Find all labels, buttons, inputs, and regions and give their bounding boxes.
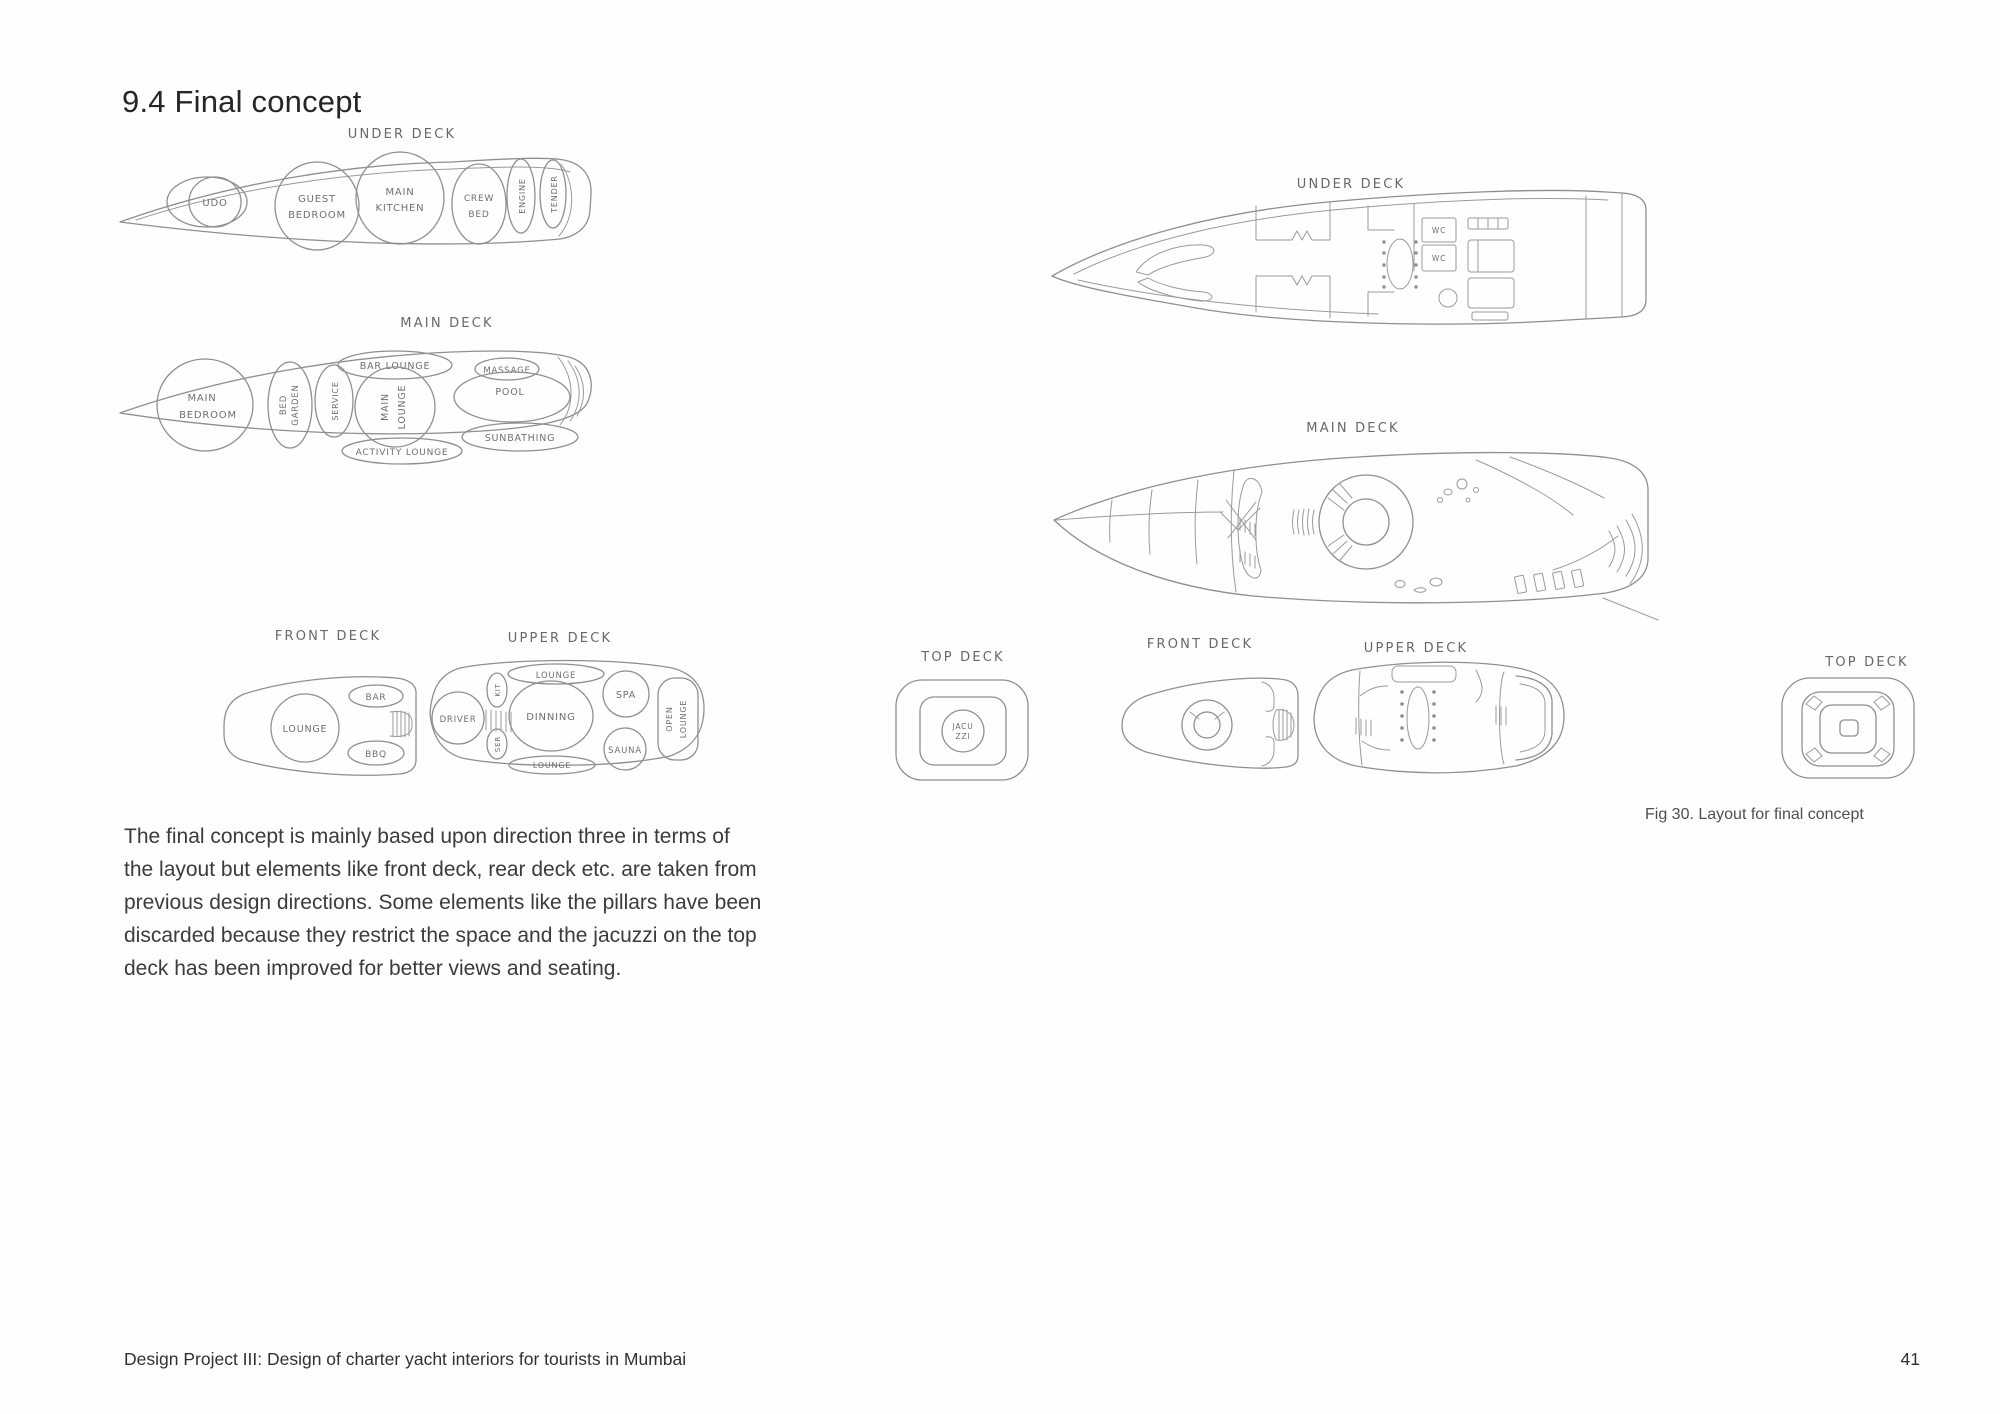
svg-text:LOUNGE: LOUNGE [532, 761, 572, 770]
svg-text:SUNBATHING: SUNBATHING [484, 433, 556, 444]
deck-title: MAIN DECK [1306, 421, 1400, 436]
svg-text:ENGINE: ENGINE [518, 178, 527, 214]
sketch-left-under-deck [112, 122, 612, 282]
svg-text:TENDER: TENDER [550, 175, 559, 213]
svg-text:BEDROOM: BEDROOM [179, 410, 237, 421]
rooms [271, 685, 404, 765]
sketch-left-front-deck [178, 622, 428, 782]
sketch-left-top-deck [888, 635, 1038, 790]
svg-text:BAR LOUNGE: BAR LOUNGE [359, 361, 431, 372]
svg-text:BBQ: BBQ [365, 750, 387, 760]
deck-title: UNDER DECK [347, 127, 457, 142]
label-wc-1: WC [1431, 226, 1447, 235]
body-line: The final concept is mainly based upon direction three in terms of [124, 825, 730, 848]
deck-title: UNDER DECK [1296, 177, 1406, 192]
svg-text:MAIN: MAIN [187, 393, 217, 404]
svg-text:BED: BED [279, 394, 289, 416]
svg-text:MAIN: MAIN [380, 393, 391, 421]
svg-text:LOUNGE: LOUNGE [679, 699, 688, 739]
sketch-right-main-deck [1048, 400, 1678, 628]
body-paragraph [124, 820, 761, 985]
svg-text:LOUNGE: LOUNGE [397, 384, 408, 430]
svg-text:GARDEN: GARDEN [291, 384, 301, 426]
vent-hatch-right [1496, 706, 1506, 725]
room-bed-garden [268, 362, 312, 448]
deck-title: UPPER DECK [1363, 641, 1469, 656]
corner-seats [1806, 696, 1890, 762]
body-line: deck has been improved for better views and seating. [124, 957, 622, 980]
svg-text:KIT: KIT [494, 683, 502, 697]
dining-table [1400, 687, 1436, 749]
svg-text:GUEST: GUEST [298, 194, 336, 205]
svg-text:DRIVER: DRIVER [439, 715, 477, 725]
svg-text:JACU: JACU [952, 722, 974, 731]
figure-caption: Fig 30. Layout for final concept [1645, 806, 1864, 823]
deck-title: UPPER DECK [507, 631, 613, 646]
svg-text:ZZI: ZZI [955, 732, 971, 741]
stairs-enclosure [1231, 470, 1314, 592]
hull-linework [1054, 453, 1658, 620]
deck-details [1395, 457, 1642, 594]
svg-text:SER: SER [494, 735, 502, 753]
svg-text:ACTIVITY LOUNGE: ACTIVITY LOUNGE [355, 448, 449, 458]
body-line: discarded because they restrict the space and the jacuzzi on the top [124, 924, 757, 947]
vent-hatch-left [1356, 718, 1371, 736]
deck-title: FRONT DECK [274, 629, 382, 644]
svg-text:SAUNA: SAUNA [608, 746, 642, 756]
svg-text:MASSAGE: MASSAGE [483, 366, 531, 376]
round-seating [1182, 700, 1232, 750]
svg-text:LOUNGE: LOUNGE [282, 724, 328, 735]
deck-title: MAIN DECK [400, 316, 494, 331]
hull-linework [1122, 678, 1298, 768]
hull-linework [1052, 190, 1646, 324]
svg-text:CREW: CREW [463, 194, 495, 204]
room-jacuzzi [942, 710, 984, 752]
sketch-right-front-deck [1112, 626, 1317, 788]
sketch-left-main-deck [112, 305, 612, 480]
sketch-left-upper-deck [420, 618, 720, 790]
deck-title: FRONT DECK [1146, 637, 1254, 652]
room-main-kitchen [356, 152, 444, 244]
svg-text:BEDROOM: BEDROOM [288, 210, 346, 221]
room-open-lounge [658, 678, 698, 760]
stairs-hatch [393, 711, 409, 737]
svg-text:MAIN: MAIN [385, 187, 415, 198]
label-wc-2: WC [1431, 254, 1447, 263]
svg-text:POOL: POOL [495, 387, 525, 398]
svg-text:OPEN: OPEN [665, 706, 674, 732]
svg-text:LOUNGE: LOUNGE [535, 671, 577, 681]
body-line: the layout but elements like front deck, rear deck etc. are taken from [124, 858, 757, 881]
room-main-bedroom [157, 359, 253, 451]
svg-text:BED: BED [468, 210, 490, 220]
svg-text:UDO: UDO [202, 198, 228, 209]
room-guest-bedroom [275, 162, 359, 250]
page-number: 41 [1900, 1349, 1920, 1369]
deck-title: TOP DECK [921, 650, 1005, 665]
sketch-right-under-deck [1048, 126, 1678, 354]
rooms [157, 351, 578, 464]
svg-text:BAR: BAR [365, 693, 387, 703]
pool-ring [1319, 475, 1413, 569]
dining-table [1382, 239, 1417, 289]
rooms [432, 664, 698, 774]
svg-text:SERVICE: SERVICE [331, 381, 340, 421]
interior-walls [1136, 202, 1514, 320]
svg-text:DINNING: DINNING [526, 712, 576, 723]
room-crew-bed [452, 164, 506, 244]
bow-rigging [1056, 480, 1260, 564]
sketch-right-upper-deck [1308, 626, 1573, 788]
body-line: previous design directions. Some elements like the pillars have been [124, 891, 762, 914]
hull-linework [1314, 662, 1564, 773]
svg-text:KITCHEN: KITCHEN [375, 203, 425, 214]
footer-text: Design Project III: Design of charter yacht interiors for tourists in Mumbai [124, 1349, 687, 1369]
deck-title: TOP DECK [1825, 655, 1909, 670]
deck-linework [1782, 678, 1914, 778]
page-title: 9.4 Final concept [122, 84, 362, 119]
sketch-right-top-deck [1772, 626, 1942, 788]
svg-text:SPA: SPA [615, 690, 637, 701]
